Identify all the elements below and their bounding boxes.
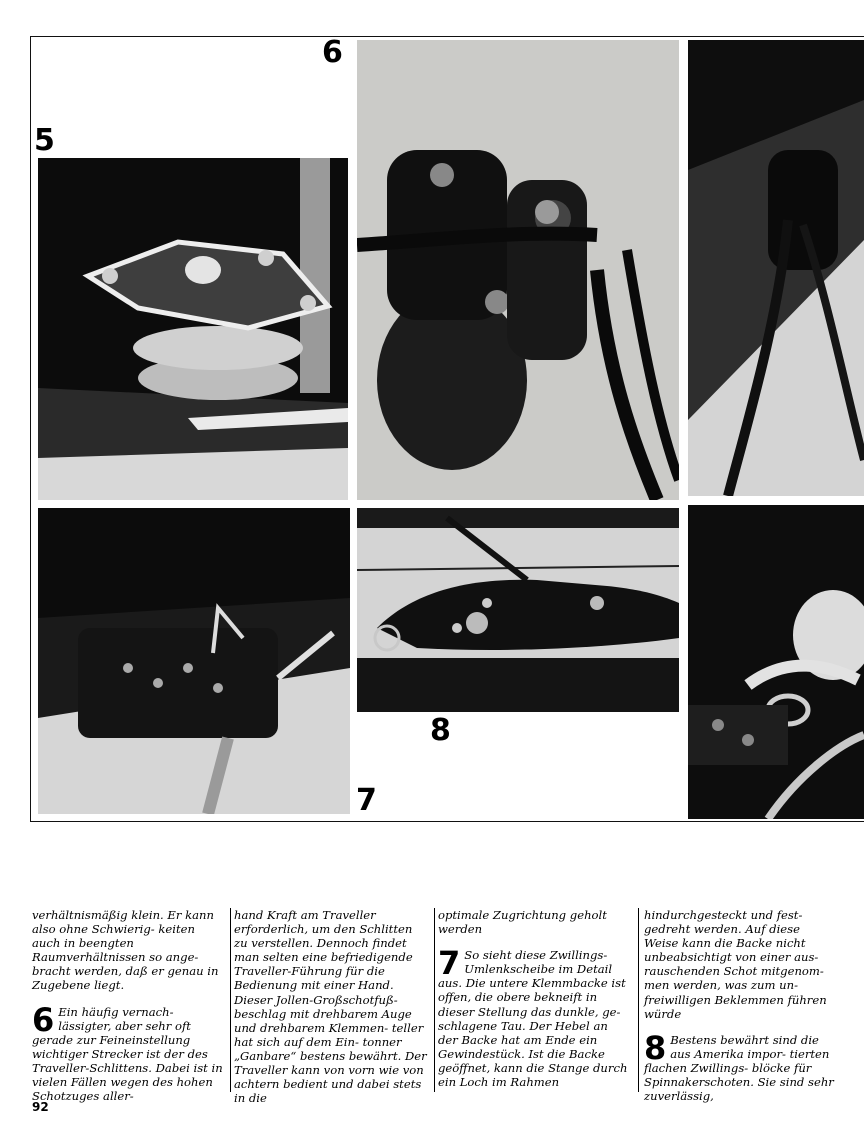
figure-5-label: 5 [34, 123, 55, 158]
photo-8 [357, 508, 679, 712]
paragraph-text: So sieht diese Zwillings-Umlenkscheibe im Detail aus. Die untere Klemmbacke ist offen, die obere bekneift in dieser Stellung das dunkle, ge- schlagene Tau. Der Hebel an der Backe hat am Ende ein Gewindestück. Ist die Backe geöffnet, kann die Stange durch ein Loch im Rahmen [438, 948, 628, 1090]
photo-7 [38, 508, 350, 814]
paragraph [644, 1028, 836, 1104]
paragraph-text: Bestens bewährt sind die aus Amerika impor- tierten flachen Zwillings- blöcke für Spinnakerschoten. Sie sind sehr zuverlässig, [644, 1032, 834, 1104]
column-rule [434, 908, 435, 1092]
drop-cap: 6 [32, 1000, 55, 1039]
paragraph: hindurchgesteckt und fest- gedreht werden. Auf diese Weise kann die Backe nicht unbeabsichtigt von einer aus- rauschenden Schot mitgenom- men werden, was zum un- freiwilligen Beklemmen führen würde [644, 908, 827, 1021]
photo-shackle-detail [688, 505, 864, 819]
page-number: 92 [32, 1100, 49, 1114]
photo-rope-detail [688, 40, 864, 496]
paragraph-text: Ein häufig vernach- lässigter, aber sehr oft gerade zur Feineinstellung wichtiger Strecker ist der des Traveller-Schlittens. Dabei ist in vielen Fällen wegen des hohen Schotzuges aller- [32, 1004, 223, 1104]
text-column-2 [234, 908, 428, 1105]
text-column-3 [438, 908, 630, 1089]
column-rule [638, 908, 639, 1092]
column-rule [230, 908, 231, 1092]
photo-6 [357, 40, 679, 500]
text-column-4 [644, 908, 836, 1103]
figure-6-label: 6 [322, 35, 343, 70]
photo-5 [38, 158, 348, 500]
figure-8-label: 8 [430, 713, 451, 748]
paragraph: optimale Zugrichtung geholt werden [438, 908, 607, 937]
paragraph: verhältnismäßig klein. Er kann also ohne Schwierig- keiten auch in beengten Raumverhältnissen so ange- bracht werden, daß er genau in Zugebene liegt. [32, 908, 219, 993]
paragraph [32, 1000, 224, 1104]
drop-cap: 8 [644, 1028, 667, 1067]
paragraph: hand Kraft am Traveller erforderlich, um den Schlitten zu verstellen. Dennoch findet man selten eine befriedigende Traveller-Führung für die Bedienung mit einer Hand. Dieser Jollen-Großschotfuß- beschlag mit drehbarem Auge und drehbarem Klemmen- teller hat sich auf dem Ein- tonner „Ganbare“ bestens bewährt. Der Traveller kann von vorn wie von achtern bedient und dabei stets in die [234, 908, 427, 1106]
drop-cap: 7 [438, 944, 461, 983]
text-column-1 [32, 908, 224, 1103]
figure-7-label: 7 [356, 783, 377, 818]
paragraph [438, 944, 630, 1090]
